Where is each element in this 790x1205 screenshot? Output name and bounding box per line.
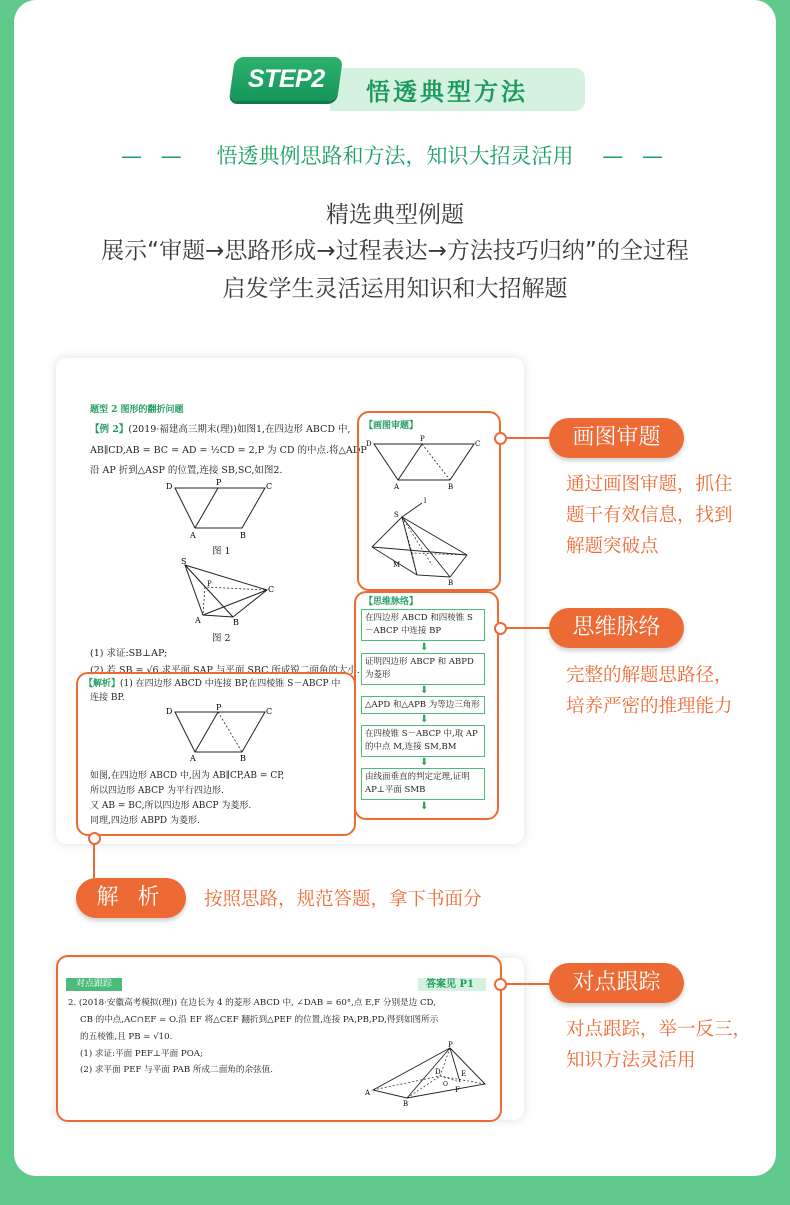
draw-desc-line-2: 题干有效信息，找到 — [566, 505, 733, 526]
step-title: 悟透典型方法 — [366, 78, 528, 106]
draw-fig2-label-s: S — [394, 511, 399, 519]
fig1-label-p: P — [216, 478, 222, 487]
analysis-figure — [160, 702, 280, 762]
section-title: 题型 2 图形的翻折问题 — [90, 405, 184, 415]
draw-review-pill: 画图审题 — [549, 418, 684, 458]
draw-desc-line-1: 通过画图审题，抓住 — [566, 474, 733, 495]
subtitle-dash-right: — — — [602, 144, 669, 168]
subtitle-row — [0, 140, 790, 170]
flow-tag: 【思维脉络】 — [364, 597, 419, 607]
analysis-fig-label-c: C — [266, 707, 273, 716]
flow-step-4: 在四棱锥 S－ABCP 中,取 AP 的中点 M,连接 SM,BM — [361, 725, 485, 757]
analysis-line-1: 【解析】(1) 在四边形 ABCD 中连接 BP,在四棱锥 S－ABCP 中 — [84, 679, 341, 689]
flow-arrow-4: ⬇ — [420, 757, 429, 768]
draw-fig1-label-p: P — [420, 435, 425, 443]
draw-review-tag: 【画图审题】 — [364, 421, 419, 431]
intro-line-3: 启发学生灵活运用知识和大招解题 — [222, 276, 568, 302]
draw-desc-line-3: 解题突破点 — [566, 536, 659, 557]
analysis-desc: 按照思路，规范答题，拿下书面分 — [204, 889, 482, 910]
tracking-desc — [566, 1014, 751, 1076]
draw-connector-line — [502, 437, 550, 439]
step-label: STEP2 — [247, 64, 325, 93]
flow-step-2: 证明四边形 ABCP 和 ABPD 为菱形 — [361, 653, 485, 685]
analysis-line-2: 连接 BP. — [90, 693, 125, 703]
figure-2 — [175, 555, 275, 625]
proof-line-2: 所以四边形 ABCP 为平行四边形. — [90, 786, 224, 796]
tracking-connector-line — [502, 983, 550, 985]
draw-fig2-label-b: B — [448, 579, 454, 587]
analysis-fig-label-a: A — [190, 754, 196, 762]
flow-arrow-3: ⬇ — [420, 714, 429, 725]
fig2-label-a: A — [195, 616, 201, 625]
thinking-connector-dot — [494, 622, 507, 635]
draw-fig2-label-l: l — [424, 497, 427, 505]
figure-1-caption: 图 1 — [212, 546, 231, 557]
tracking-desc-line-2: 知识方法灵活用 — [566, 1050, 696, 1071]
tracking-fig-label-d: D — [435, 1068, 441, 1076]
tracking-line-2: CB 的中点,AC∩EF = O.沿 EF 将△CEF 翻折到△PEF 的位置,连接 PA,PB,PD,得到如图所示 — [80, 1015, 439, 1025]
tracking-line-5: (2) 求平面 PEF 与平面 PAB 所成二面角的余弦值. — [80, 1065, 274, 1075]
fig1-label-c: C — [266, 482, 273, 491]
tracking-tag: 对点跟踪 — [66, 978, 122, 991]
fig2-label-b: B — [233, 618, 239, 625]
figure-1 — [160, 476, 280, 538]
fig1-label-b: B — [240, 531, 246, 538]
proof-line-1: 如图,在四边形 ABCD 中,因为 AB∥CP,AB = CP, — [90, 771, 285, 781]
proof-line-3: 又 AB = BC,所以四边形 ABCP 为菱形. — [90, 801, 252, 811]
thinking-pill: 思维脉络 — [549, 608, 684, 648]
fig2-label-c: C — [268, 585, 275, 594]
draw-fig1-label-a: A — [394, 483, 400, 490]
question-2: (2) 若 SB = √6,求平面 SAP 与平面 SBC 所成锐二面角的大小. — [90, 665, 360, 676]
flow-arrow-2: ⬇ — [420, 685, 429, 696]
problem-line-3: 沿 AP 折到△ASP 的位置,连接 SB,SC,如图2. — [90, 465, 283, 476]
answer-ref: 答案见 P1 — [418, 978, 486, 991]
analysis-fig-label-d: D — [166, 707, 173, 716]
tracking-fig-label-f: F — [455, 1086, 460, 1094]
fig1-label-d: D — [166, 482, 173, 491]
analysis-fig-label-b: B — [240, 754, 246, 762]
flow-step-3: △APD 和△APB 为等边三角形 — [361, 696, 485, 714]
intro-line-1: 精选典型例题 — [326, 202, 464, 228]
tracking-figure — [365, 1040, 495, 1108]
draw-connector-dot — [494, 432, 507, 445]
fig1-label-a: A — [190, 531, 196, 538]
question-1: (1) 求证:SB⊥AP; — [90, 648, 168, 659]
flow-arrow-5: ⬇ — [420, 801, 429, 812]
tracking-fig-label-e: E — [461, 1070, 467, 1078]
fig2-label-s: S — [181, 557, 187, 566]
tracking-fig-label-a: A — [365, 1089, 371, 1097]
thinking-desc-line-2: 培养严密的推理能力 — [566, 696, 733, 717]
draw-fig1-label-c: C — [475, 440, 481, 448]
analysis-fig-label-p: P — [216, 703, 222, 712]
draw-review-figure-1 — [362, 432, 492, 490]
intro-line-2: 展示“审题→思路形成→过程表达→方法技巧归纳”的全过程 — [101, 238, 689, 264]
subtitle-text: 悟透典例思路和方法，知识大招灵活用 — [216, 144, 574, 168]
draw-fig1-label-b: B — [448, 483, 454, 490]
draw-review-figure-2 — [362, 495, 494, 587]
problem-line-1: 【例 2】(2019·福建高三期末(理))如图1,在四边形 ABCD 中, — [90, 424, 351, 435]
tracking-pill: 对点跟踪 — [549, 963, 684, 1003]
analysis-connector-line — [93, 843, 95, 878]
proof-line-4: 同理,四边形 ABPD 为菱形. — [90, 816, 200, 826]
problem-line-2: AB∥CD,AB = BC = AD = ½CD = 2,P 为 CD 的中点.将△ADP — [90, 445, 367, 456]
subtitle-dash-left: — — — [121, 144, 188, 168]
step-badge — [229, 57, 343, 101]
thinking-desc-line-1: 完整的解题思路径， — [566, 665, 733, 686]
draw-fig2-label-m: M — [393, 561, 401, 569]
tracking-desc-line-1: 对点跟踪，举一反三， — [566, 1019, 752, 1040]
thinking-desc — [566, 660, 733, 722]
flow-step-1: 在四边形 ABCD 和四棱锥 S－ABCP 中连接 BP — [361, 609, 485, 641]
figure-2-caption: 图 2 — [212, 633, 231, 644]
tracking-fig-label-o: O — [443, 1081, 448, 1088]
thinking-connector-line — [502, 627, 550, 629]
tracking-fig-label-p: P — [448, 1041, 453, 1049]
tracking-connector-dot — [494, 978, 507, 991]
tracking-line-1: 2. (2018·安徽高考模拟(理)) 在边长为 4 的菱形 ABCD 中, ∠DAB = 60°,点 E,F 分别是边 CD, — [68, 998, 436, 1008]
analysis-pill: 解 析 — [76, 878, 186, 918]
tracking-fig-label-b: B — [403, 1100, 409, 1108]
fig2-label-p: P — [207, 580, 212, 588]
draw-review-desc — [566, 469, 733, 562]
flow-step-5: 由线面垂直的判定定理,证明 AP⊥平面 SMB — [361, 768, 485, 800]
tracking-line-4: (1) 求证:平面 PEF⊥平面 POA; — [80, 1049, 203, 1059]
draw-fig1-label-d: D — [366, 440, 372, 448]
tracking-line-3: 的五棱锥,且 PB = √10. — [80, 1032, 173, 1042]
flow-arrow-1: ⬇ — [420, 642, 429, 653]
